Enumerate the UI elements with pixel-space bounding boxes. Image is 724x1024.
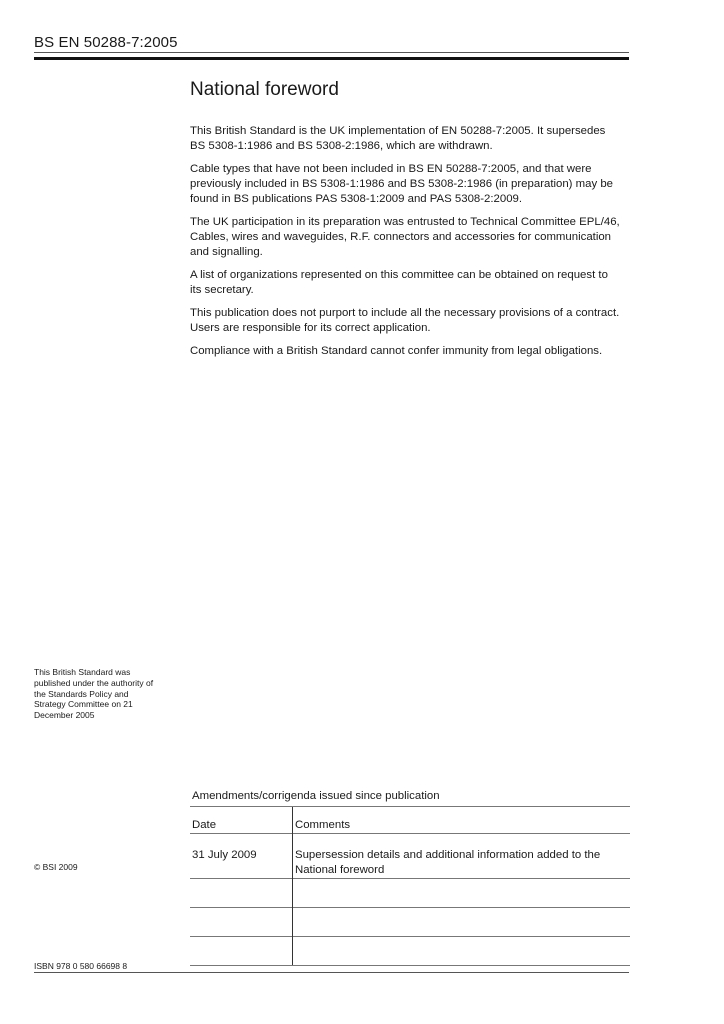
paragraph-compliance: Compliance with a British Standard cannot confer immunity from legal obligations. [190,345,603,357]
amendment-comment: Supersession details and additional information added to the National foreword [293,834,631,879]
amendment-date: 31 July 2009 [190,834,293,879]
publication-note: This British Standard was published under the authority of the Standards Policy and Strategy Committee on 21 December 2005 [34,667,154,721]
paragraph-contract: This publication does not purport to include all the necessary provisions of a contract. Users are responsible for its correct application. [190,307,620,334]
header-divider-thin [34,52,629,53]
paragraph-implementation: This British Standard is the UK implementation of EN 50288-7:2005. It supersedes BS 5308-1:1986 and BS 5308-2:1986, which are withdrawn. [190,125,606,152]
isbn-number: ISBN 978 0 580 66698 8 [34,961,128,971]
copyright-notice: © BSI 2009 [34,862,78,872]
paragraph-organizations: A list of organizations represented on this committee can be obtained on request to its secretary. [190,269,608,296]
table-row-empty [190,879,630,908]
header-divider-thick [34,57,629,60]
paragraph-uk-participation: The UK participation in its preparation was entrusted to Technical Committee EPL/46, Cables, wires and waveguides, R.F. connectors and accessories for communication and signalling. [190,216,620,258]
footer-divider [34,972,629,973]
table-row [190,834,630,879]
amendments-table [190,806,630,966]
paragraph-cable-types: Cable types that have not been included in BS EN 50288-7:2005, and that were previously included in BS 5308-1:1986 and BS 5308-2:1986 (in preparation) may be found in BS publications PAS 5308-1:2009 and PAS 5308-2:2009. [190,163,613,205]
foreword-body [190,124,622,367]
table-row-empty [190,908,630,937]
table-header-row [190,807,630,834]
page-title: National foreword [190,79,339,100]
standard-number: BS EN 50288-7:2005 [34,34,178,51]
column-header-comments: Comments [293,807,631,834]
amendments-title: Amendments/corrigenda issued since publication [192,790,440,802]
table-row-empty [190,937,630,966]
column-header-date: Date [190,807,293,834]
